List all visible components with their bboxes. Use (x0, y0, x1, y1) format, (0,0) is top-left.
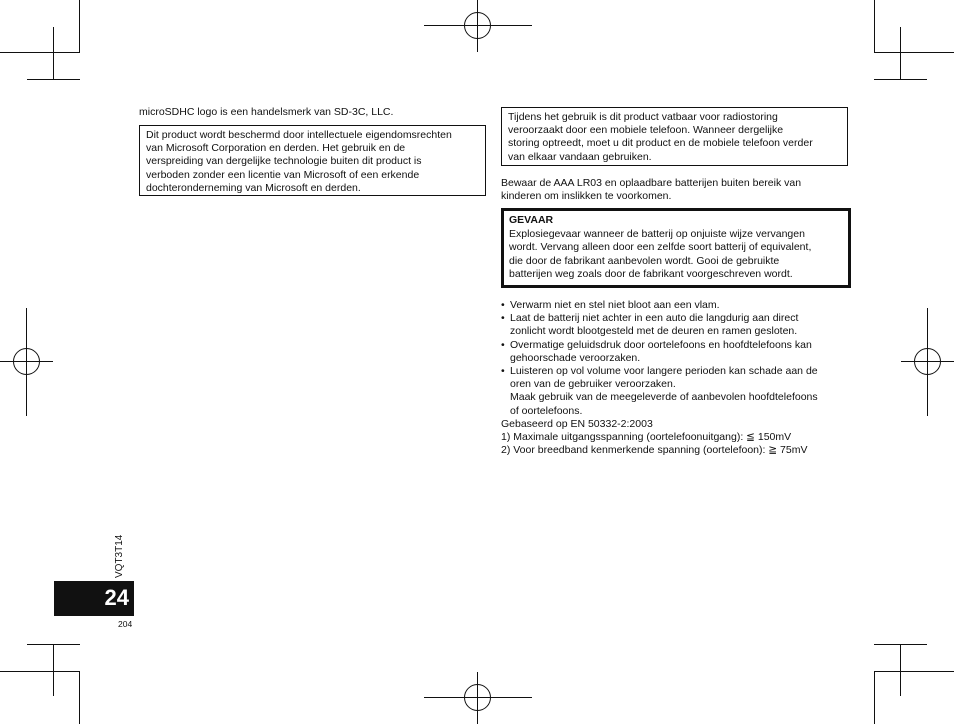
safety-bullet-list (501, 299, 851, 457)
danger-line: die door de fabrikant aanbevolen wordt. Gooi de gebruikte (509, 254, 780, 267)
crop-mark (874, 672, 875, 724)
radio-notice-line: veroorzaakt door een mobiele telefoon. Wanneer dergelijke (508, 124, 784, 137)
crop-mark (53, 644, 54, 696)
crop-mark (874, 671, 954, 672)
list-item-line: zonlicht wordt blootgesteld met de deuren en ramen gesloten. (510, 325, 798, 338)
page-number: 24 (104, 585, 129, 610)
crop-mark (874, 644, 927, 645)
crop-mark (0, 52, 80, 53)
standard-line: 2) Voor breedband kenmerkende spanning (oortelefoon): ≧ 75mV (501, 444, 808, 457)
list-item (501, 339, 851, 365)
battery-storage-line: kinderen om inslikken te voorkomen. (501, 190, 672, 203)
ip-notice-box (139, 125, 486, 196)
crop-mark (79, 672, 80, 724)
crop-mark (0, 671, 80, 672)
radio-notice-line: storing optreedt, moet u dit product en de mobiele telefoon verder (508, 137, 813, 150)
registration-mark-bottom (424, 672, 532, 724)
ip-notice-line: verspreiding van dergelijke technologie buiten dit product is (146, 155, 422, 168)
danger-line: wordt. Vervang alleen door een zelfde soort batterij of equivalent, (509, 241, 812, 254)
bullet-icon: • (501, 338, 505, 351)
bullet-icon: • (501, 365, 505, 378)
list-item (501, 299, 851, 312)
list-item-line: of oortelefoons. (510, 404, 583, 417)
sub-page-number: 204 (118, 619, 133, 629)
list-item-line: Maak gebruik van de meegeleverde of aanbevolen hoofdtelefoons (510, 391, 818, 404)
document-code: VQT3T14 (114, 534, 125, 578)
list-item-line: oren van de gebruiker veroorzaken. (510, 378, 676, 391)
ip-notice-line: verboden zonder een licentie van Microsoft of een erkende (146, 168, 420, 181)
ip-notice-line: van Microsoft Corporation en derden. Het gebruik en de (146, 142, 406, 155)
registration-mark-top (424, 0, 532, 52)
ip-notice-line: dochteronderneming van Microsoft en derden. (146, 181, 361, 194)
list-item (501, 312, 851, 338)
bullet-icon: • (501, 299, 505, 311)
radio-notice-line: Tijdens het gebruik is dit product vatbaar voor radiostoring (508, 111, 778, 123)
danger-warning-box (501, 208, 851, 288)
list-item-line: gehoorschade veroorzaken. (510, 351, 641, 364)
crop-mark (874, 0, 875, 52)
registration-mark-right (901, 308, 954, 416)
standard-line: Gebaseerd op EN 50332-2:2003 (501, 417, 653, 430)
battery-storage-text (501, 177, 801, 203)
crop-mark (27, 79, 80, 80)
battery-storage-line: Bewaar de AAA LR03 en oplaadbare batterijen buiten bereik van (501, 177, 802, 189)
page-number-tab (54, 581, 134, 616)
radio-notice-line: van elkaar vandaan gebruiken. (508, 150, 652, 163)
crop-mark (79, 0, 80, 52)
radio-notice-box (501, 107, 848, 166)
ip-notice-line: Dit product wordt beschermd door intellectuele eigendomsrechten (146, 129, 452, 141)
crop-mark (27, 644, 80, 645)
standard-line: 1) Maximale uitgangsspanning (oortelefoonuitgang): ≦ 150mV (501, 431, 792, 444)
bullet-icon: • (501, 312, 505, 325)
crop-mark (53, 27, 54, 79)
danger-title: GEVAAR (509, 214, 554, 226)
trademark-line: microSDHC logo is een handelsmerk van SD-3C, LLC. (139, 106, 394, 118)
list-item (501, 365, 851, 418)
danger-line: Explosiegevaar wanneer de batterij op onjuiste wijze vervangen (509, 227, 805, 240)
list-item-line: Verwarm niet en stel niet bloot aan een vlam. (510, 299, 720, 311)
crop-mark (874, 79, 927, 80)
registration-mark-left (0, 308, 53, 416)
crop-mark (900, 644, 901, 696)
crop-mark (874, 52, 954, 53)
list-item-line: Luisteren op vol volume voor langere perioden kan schade aan de (510, 365, 818, 378)
list-item-line: Laat de batterij niet achter in een auto die langdurig aan direct (510, 312, 799, 325)
crop-mark (900, 27, 901, 79)
list-item-line: Overmatige geluidsdruk door oortelefoons en hoofdtelefoons kan (510, 338, 812, 351)
danger-line: batterijen weg zoals door de fabrikant voorgeschreven wordt. (509, 268, 793, 281)
